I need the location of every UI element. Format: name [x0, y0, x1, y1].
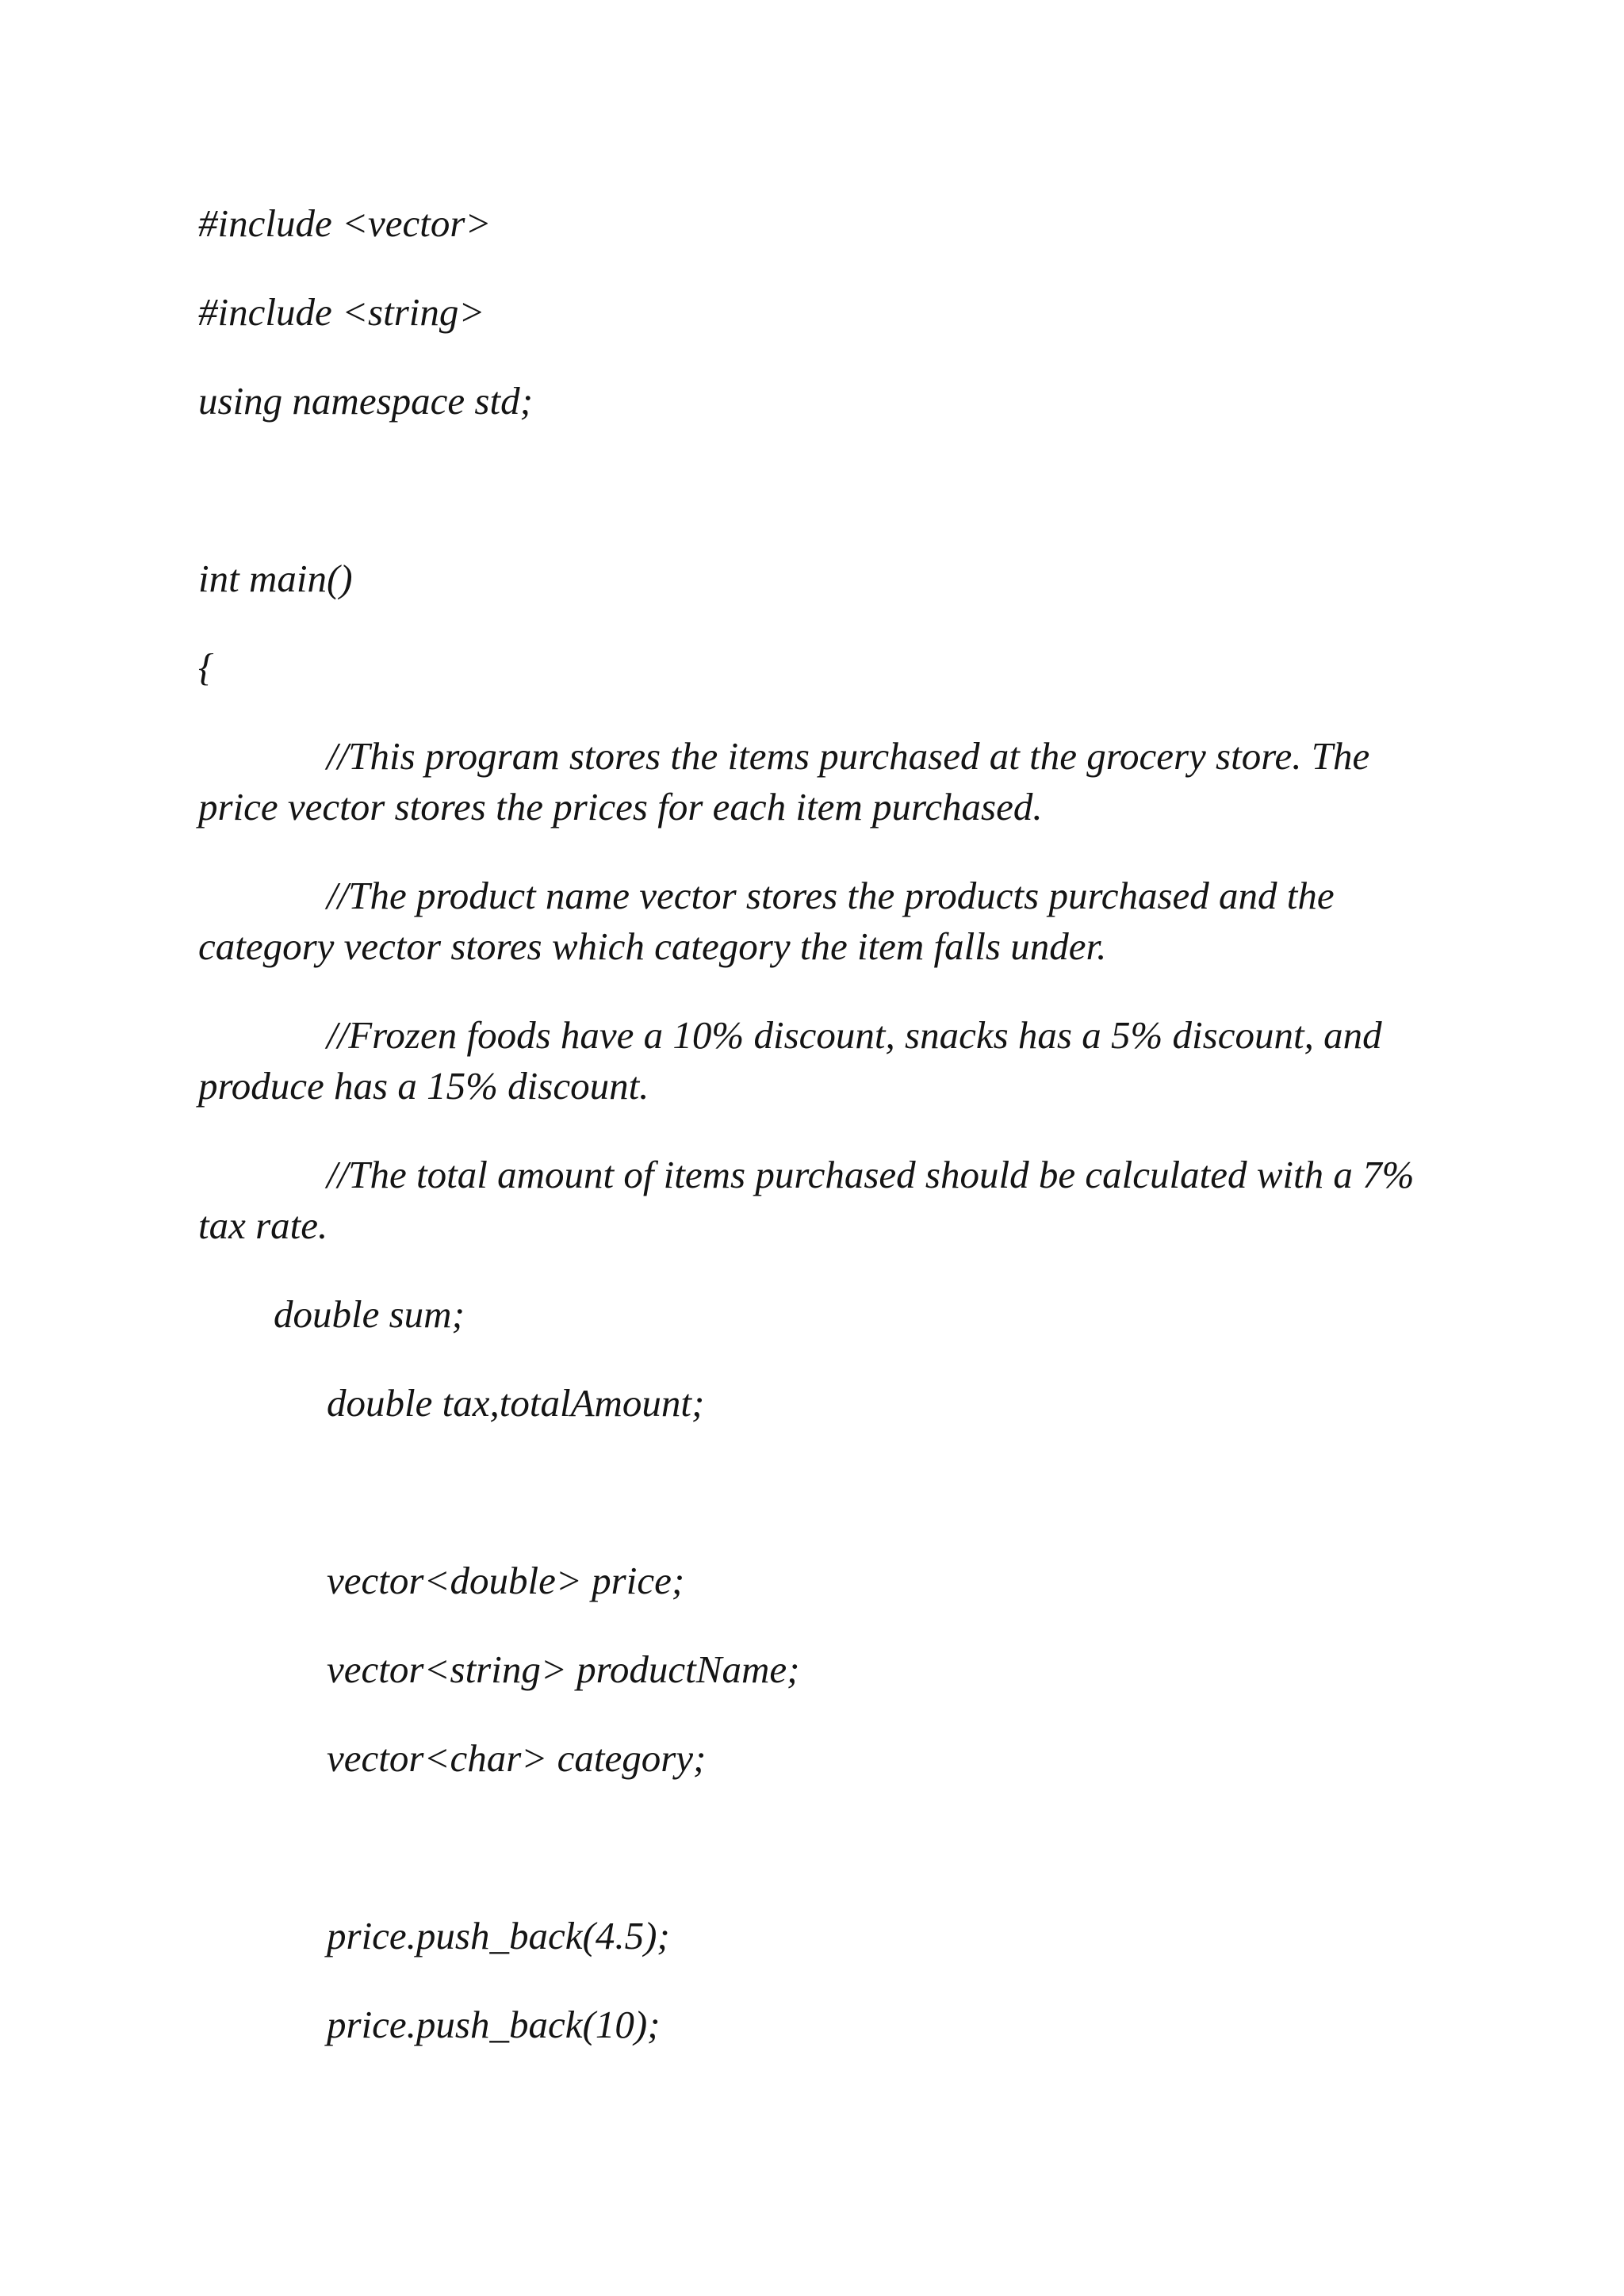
comment-paragraph-3: //Frozen foods have a 10% discount, snacks has a 5% discount, and produce has a 15% discount. — [198, 1013, 1382, 1108]
include-vector-line: #include <vector> — [198, 201, 492, 245]
using-namespace-line: using namespace std; — [198, 379, 533, 423]
include-string-line: #include <string> — [198, 290, 485, 334]
vector-product-line: vector<string> productName; — [327, 1647, 800, 1691]
vector-price-line: vector<double> price; — [327, 1559, 685, 1602]
open-brace-line: { — [198, 645, 214, 689]
push-back-line-2: price.push_back(10); — [327, 2003, 661, 2046]
comment-paragraph-1: //This program stores the items purchased at the grocery store. The price vector stores the prices for each item purchased. — [198, 734, 1370, 828]
double-sum-line: double sum; — [274, 1292, 465, 1336]
vector-category-line: vector<char> category; — [327, 1736, 707, 1780]
comment-paragraph-2: //The product name vector stores the products purchased and the category vector stores which category the item falls under. — [198, 874, 1335, 968]
main-declaration-line: int main() — [198, 557, 353, 600]
push-back-line-1: price.push_back(4.5); — [327, 1914, 670, 1957]
comment-paragraph-4: //The total amount of items purchased should be calculated with a 7% tax rate. — [198, 1153, 1415, 1247]
double-tax-line: double tax,totalAmount; — [327, 1381, 705, 1425]
